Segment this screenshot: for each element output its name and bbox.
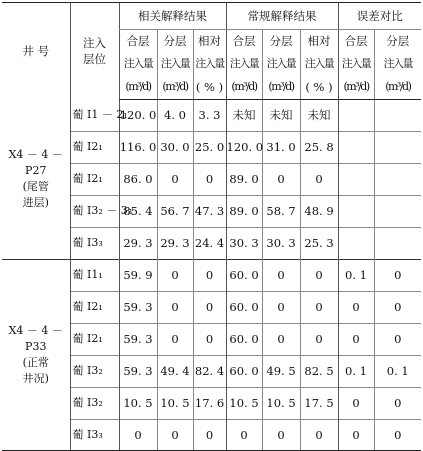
conv-relative-cell: 48. 9 <box>300 196 338 228</box>
unit-rate: (m³/d) <box>374 75 421 100</box>
conv-combined-cell: 120. 0 <box>226 132 262 164</box>
conv-combined-cell: 30. 3 <box>226 228 262 260</box>
err-combined-cell <box>338 100 374 132</box>
corr-split-cell: 0 <box>157 324 193 356</box>
table-row <box>2 260 421 292</box>
table-body <box>2 100 421 451</box>
well-label-line: 进层) <box>22 196 49 210</box>
conv-combined-cell: 60. 0 <box>226 292 262 324</box>
unit-injection: 注入量 <box>374 53 421 75</box>
corr-relative-cell: 3. 3 <box>193 100 226 132</box>
corr-relative-cell: 0 <box>193 292 226 324</box>
err-combined-cell: 0 <box>338 420 374 451</box>
layer-cell: 葡 I3₂ － 3₃ <box>70 196 119 228</box>
unit-percent: ( % ) <box>300 75 338 100</box>
corr-split-cell: 30. 0 <box>157 132 193 164</box>
unit-injection: 注入量 <box>193 53 226 75</box>
conv-relative-cell: 0 <box>300 292 338 324</box>
corr-split-cell: 0 <box>157 420 193 451</box>
unit-rate: (m³/d) <box>226 75 262 100</box>
corr-combined-cell: 59. 3 <box>119 324 157 356</box>
conv-combined-cell: 89. 0 <box>226 164 262 196</box>
conv-relative-cell: 82. 5 <box>300 356 338 388</box>
col-combined: 合层 <box>338 30 374 54</box>
col-combined: 合层 <box>119 30 157 54</box>
err-combined-cell: 0. 1 <box>338 260 374 292</box>
corr-split-cell: 49. 4 <box>157 356 193 388</box>
err-combined-cell <box>338 196 374 228</box>
well-cell <box>2 100 70 260</box>
conv-combined-cell: 89. 0 <box>226 196 262 228</box>
conv-split-cell: 0 <box>262 164 300 196</box>
corr-relative-cell: 0 <box>193 260 226 292</box>
corr-split-cell: 56. 7 <box>157 196 193 228</box>
conv-split-cell: 58. 7 <box>262 196 300 228</box>
unit-rate: (m³/d) <box>157 75 193 100</box>
corr-combined-cell: 85. 4 <box>119 196 157 228</box>
conv-split-cell: 10. 5 <box>262 388 300 420</box>
zone-header-line2: 层位 <box>83 52 106 67</box>
corr-split-cell: 29. 3 <box>157 228 193 260</box>
corr-relative-cell: 17. 6 <box>193 388 226 420</box>
err-split-cell: 0. 1 <box>374 356 421 388</box>
err-split-cell <box>374 228 421 260</box>
col-combined: 合层 <box>226 30 262 54</box>
corr-split-cell: 10. 5 <box>157 388 193 420</box>
layer-cell: 葡 I2₁ <box>70 292 119 324</box>
err-split-cell <box>374 196 421 228</box>
well-label-line: X4 － 4 － P27 <box>8 148 63 178</box>
err-split-cell <box>374 164 421 196</box>
err-split-cell <box>374 100 421 132</box>
layer-cell: 葡 I3₂ <box>70 388 119 420</box>
unit-rate: (m³/d) <box>119 75 157 100</box>
err-split-cell: 0 <box>374 260 421 292</box>
layer-cell: 葡 I3₃ <box>70 228 119 260</box>
err-split-cell: 0 <box>374 388 421 420</box>
group-correlation-header: 相关解释结果 <box>119 3 226 30</box>
conv-split-cell: 0 <box>262 420 300 451</box>
unit-rate: (m³/d) <box>338 75 374 100</box>
conv-split-cell: 31. 0 <box>262 132 300 164</box>
zone-header-line1: 注入 <box>83 35 106 50</box>
err-split-cell: 0 <box>374 324 421 356</box>
unit-injection: 注入量 <box>119 53 157 75</box>
well-header: 井 号 <box>2 3 70 100</box>
conv-relative-cell: 25. 3 <box>300 228 338 260</box>
err-combined-cell: 0 <box>338 292 374 324</box>
layer-cell: 葡 I2₁ <box>70 164 119 196</box>
unit-injection: 注入量 <box>338 53 374 75</box>
err-combined-cell: 0 <box>338 324 374 356</box>
layer-cell: 葡 I1₁ <box>70 260 119 292</box>
conv-combined-cell: 60. 0 <box>226 324 262 356</box>
zone-header <box>70 3 119 100</box>
corr-combined-cell: 59. 9 <box>119 260 157 292</box>
conv-split-cell: 未知 <box>262 100 300 132</box>
conv-split-cell: 49. 5 <box>262 356 300 388</box>
conv-relative-cell: 0 <box>300 260 338 292</box>
conv-relative-cell: 0 <box>300 324 338 356</box>
layer-cell: 葡 I1 － 2₁ <box>70 100 119 132</box>
injection-comparison-table <box>2 2 421 451</box>
conv-combined-cell: 60. 0 <box>226 356 262 388</box>
corr-combined-cell: 59. 3 <box>119 292 157 324</box>
table-header <box>2 3 421 100</box>
corr-combined-cell: 116. 0 <box>119 132 157 164</box>
well-cell <box>2 260 70 451</box>
err-split-cell: 0 <box>374 420 421 451</box>
well-label-line: (正常 <box>22 356 49 369</box>
corr-split-cell: 0 <box>157 260 193 292</box>
corr-relative-cell: 24. 4 <box>193 228 226 260</box>
col-split: 分层 <box>374 30 421 54</box>
conv-relative-cell: 0 <box>300 164 338 196</box>
col-split: 分层 <box>157 30 193 54</box>
conv-relative-cell: 0 <box>300 420 338 451</box>
layer-cell: 葡 I2₁ <box>70 324 119 356</box>
layer-cell: 葡 I3₃ <box>70 420 119 451</box>
unit-injection: 注入量 <box>157 53 193 75</box>
corr-split-cell: 0 <box>157 164 193 196</box>
corr-split-cell: 0 <box>157 292 193 324</box>
conv-combined-cell: 10. 5 <box>226 388 262 420</box>
err-split-cell <box>374 132 421 164</box>
col-relative: 相对 <box>193 30 226 54</box>
well-label-line: (尾管 <box>22 180 49 194</box>
corr-combined-cell: 0 <box>119 420 157 451</box>
layer-cell: 葡 I3₂ <box>70 356 119 388</box>
conv-combined-cell: 0 <box>226 420 262 451</box>
corr-relative-cell: 47. 3 <box>193 196 226 228</box>
err-combined-cell <box>338 132 374 164</box>
corr-relative-cell: 0 <box>193 420 226 451</box>
corr-combined-cell: 10. 5 <box>119 388 157 420</box>
corr-combined-cell: 59. 3 <box>119 356 157 388</box>
table-row <box>2 100 421 132</box>
well-label-line: X4 － 4 － P33 <box>8 324 63 354</box>
err-combined-cell <box>338 164 374 196</box>
conv-relative-cell: 17. 5 <box>300 388 338 420</box>
err-split-cell: 0 <box>374 292 421 324</box>
col-relative: 相对 <box>300 30 338 54</box>
group-error-header: 误差对比 <box>338 3 421 30</box>
corr-relative-cell: 82. 4 <box>193 356 226 388</box>
conv-combined-cell: 60. 0 <box>226 260 262 292</box>
conv-relative-cell: 25. 8 <box>300 132 338 164</box>
unit-injection: 注入量 <box>262 53 300 75</box>
conv-relative-cell: 未知 <box>300 100 338 132</box>
unit-injection: 注入量 <box>226 53 262 75</box>
col-split: 分层 <box>262 30 300 54</box>
group-conventional-header: 常规解释结果 <box>226 3 338 30</box>
corr-relative-cell: 0 <box>193 324 226 356</box>
conv-split-cell: 0 <box>262 324 300 356</box>
corr-combined-cell: 120. 0 <box>119 100 157 132</box>
well-label-line: 井况) <box>22 371 49 385</box>
corr-combined-cell: 29. 3 <box>119 228 157 260</box>
unit-rate: (m³/d) <box>262 75 300 100</box>
corr-combined-cell: 86. 0 <box>119 164 157 196</box>
unit-percent: ( % ) <box>193 75 226 100</box>
conv-split-cell: 0 <box>262 260 300 292</box>
corr-relative-cell: 25. 0 <box>193 132 226 164</box>
conv-combined-cell: 未知 <box>226 100 262 132</box>
layer-cell: 葡 I2₁ <box>70 132 119 164</box>
unit-injection: 注入量 <box>300 53 338 75</box>
corr-relative-cell: 0 <box>193 164 226 196</box>
err-combined-cell: 0 <box>338 388 374 420</box>
err-combined-cell <box>338 228 374 260</box>
conv-split-cell: 30. 3 <box>262 228 300 260</box>
err-combined-cell: 0. 1 <box>338 356 374 388</box>
corr-split-cell: 4. 0 <box>157 100 193 132</box>
conv-split-cell: 0 <box>262 292 300 324</box>
